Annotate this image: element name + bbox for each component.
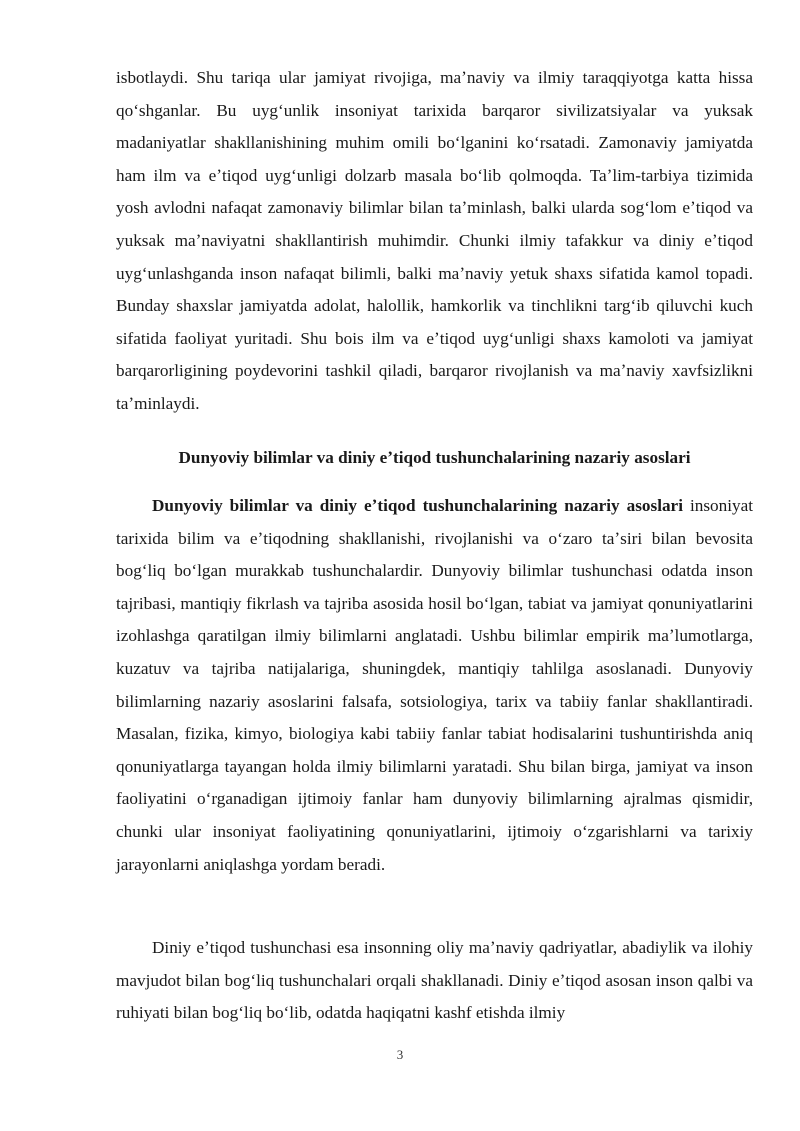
page-number: 3	[396, 1047, 404, 1062]
body-paragraph-3: Diniy eʼtiqod tushunchasi esa insonning oliy maʼnaviy qadriyatlar, abadiylik va ilohiy mavjudot bilan bogʻliq tushunchalari orqali shakllanadi. Diniy eʼtiqod asosan inson qalbi va ruhiyati bilan bogʻliq boʻlib, odatda haqiqatni kashf etishda ilmiy	[116, 938, 753, 1023]
body-paragraph-2	[116, 490, 753, 881]
paragraph-2-text: insoniyat tarixida bilim va eʼtiqodning shakllanishi, rivojlanishi va oʻzaro taʼsiri bilan bevosita bogʻliq boʻlgan murakkab tushunchalardir. Dunyoviy bilimlar tushunchasi odatda inson tajribasi, mantiqiy fikrlash va tajriba asosida hosil boʻlgan, tabiat va jamiyat qonuniyatlarini izohlashga qaratilgan ilmiy bilimlarni anglatadi. Ushbu bilimlar empirik maʼlumotlarga, kuzatuv va tajriba natijalariga, shuningdek, mantiqiy tahlilga asoslanadi. Dunyoviy bilimlarning nazariy asoslarini falsafa, sotsiologiya, tarix va tabiiy fanlar shakllantiradi. Masalan, fizika, kimyo, biologiya kabi tabiiy fanlar tabiat hodisalarini tushuntirishda aniq qonuniyatlarga tayangan holda ilmiy bilimlarni yaratadi. Shu bilan birga, jamiyat va inson faoliyatini oʻrganadigan ijtimoiy fanlar ham dunyoviy bilimlarning ajralmas qismidir, chunki ular insoniyat faoliyatining qonuniyatlarini, ijtimoiy oʻzgarishlarni va tarixiy jarayonlarni aniqlashga yordam beradi.	[116, 496, 753, 874]
section-heading: Dunyoviy bilimlar va diniy eʼtiqod tushunchalarining nazariy asoslari	[178, 448, 691, 467]
body-paragraph-1: isbotlaydi. Shu tariqa ular jamiyat rivojiga, maʼnaviy va ilmiy taraqqiyotga katta hissa qoʻshganlar. Bu uygʻunlik insoniyat tarixida barqaror sivilizatsiyalar va yuksak madaniyatlar shakllanishining muhim omili boʻlganini koʻrsatadi. Zamonaviy jamiyatda ham ilm va eʼtiqod uygʻunligi dolzarb masala boʻlib qolmoqda. Taʼlim-tarbiya tizimida yosh avlodni nafaqat zamonaviy bilimlar bilan taʼminlash, balki ularda sogʻlom eʼtiqod va yuksak maʼnaviyatni shakllantirish muhimdir. Chunki ilmiy tafakkur va diniy eʼtiqod uygʻunlashganda inson nafaqat bilimli, balki maʼnaviy yetuk shaxs sifatida kamol topadi. Bunday shaxslar jamiyatda adolat, halollik, hamkorlik va tinchlikni targʻib qiluvchi kuch sifatida faoliyat yuritadi. Shu bois ilm va eʼtiqod uygʻunligi shaxs kamoloti va jamiyat barqarorligining poydevorini tashkil qiladi, barqaror rivojlanish va maʼnaviy xavfsizlikni taʼminlaydi.	[116, 68, 753, 413]
paragraph-lead-term: Dunyoviy bilimlar va diniy eʼtiqod tushunchalarining nazariy asoslari	[152, 496, 683, 515]
